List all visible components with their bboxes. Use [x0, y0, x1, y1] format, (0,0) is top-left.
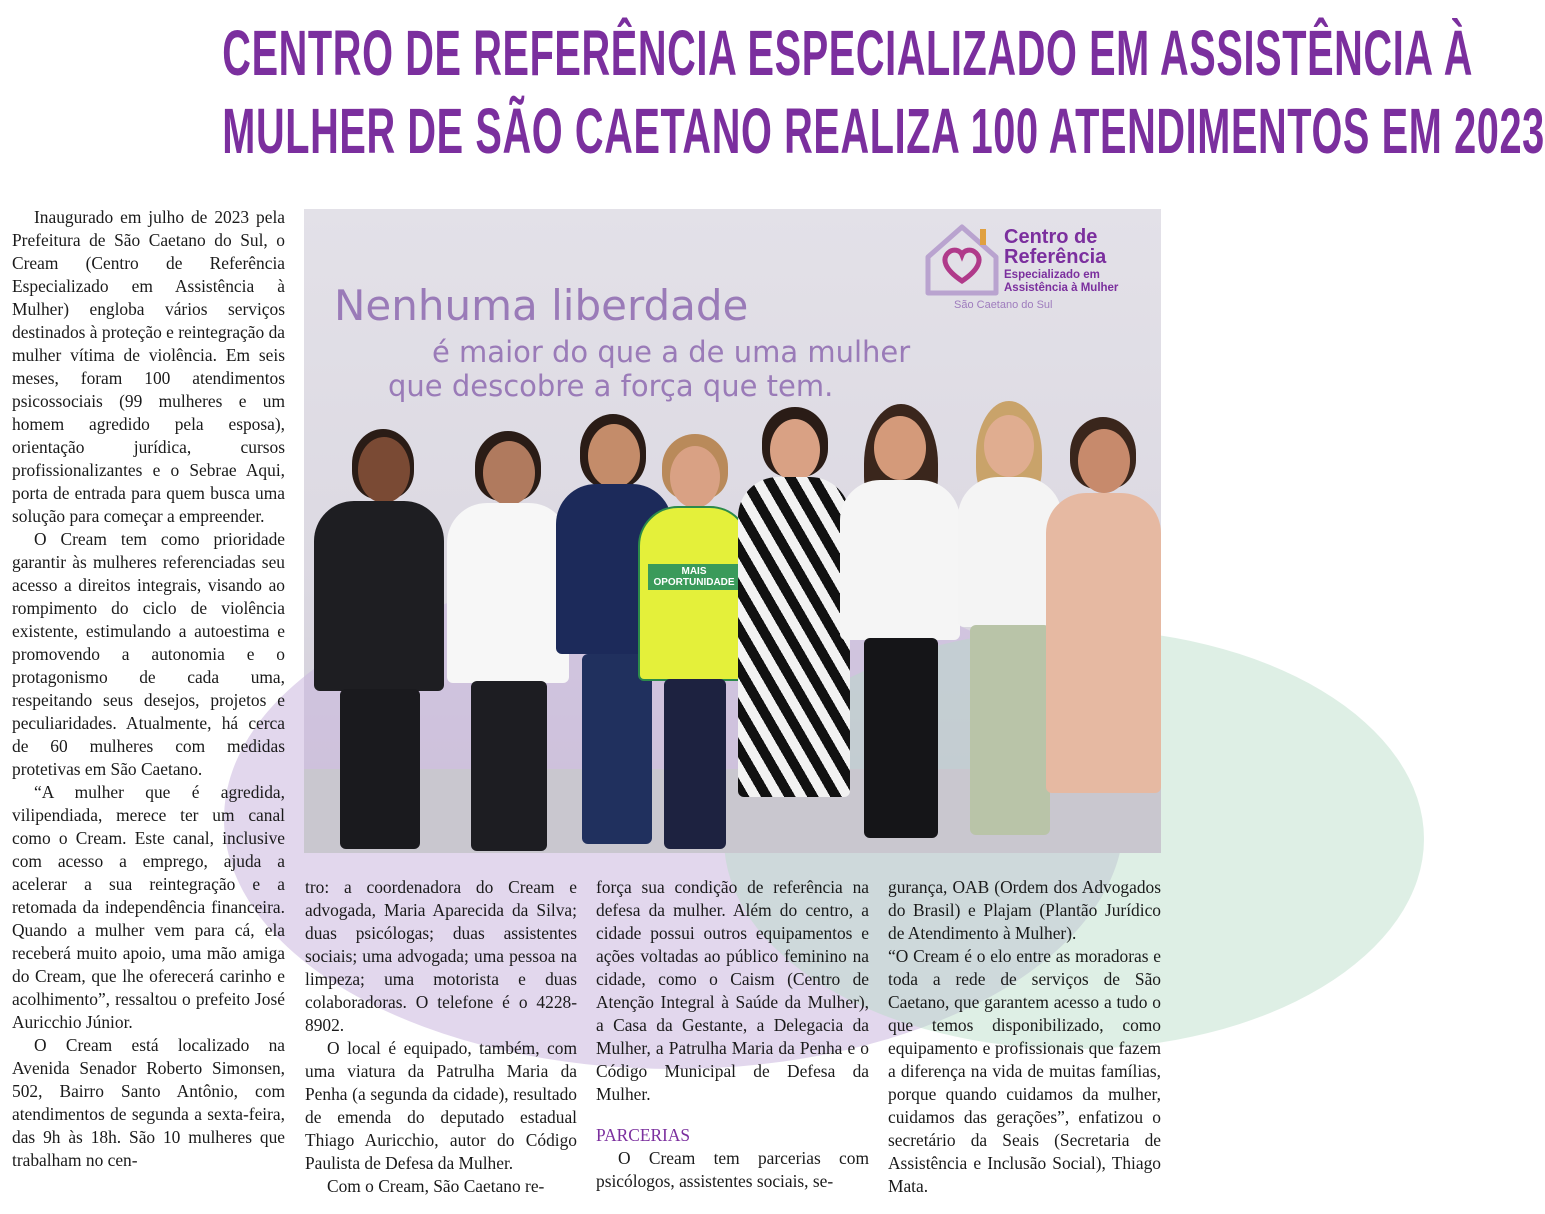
article-column-1: [12, 206, 285, 1202]
person-6: [834, 404, 964, 844]
vest-label: MAIS OPORTUNIDADE: [648, 564, 740, 590]
paragraph-partnerships-continued: gurança, OAB (Ordem dos Advogados do Brasil) e Plajam (Plantão Jurídico de Atendimento à Mulher).: [888, 877, 1161, 943]
paragraph-priority: O Cream tem como prioridade garantir às mulheres referenciadas seu acesso a direitos integrais, visando ao rompimento do ciclo de violência existente, estimulando a autoestima e promovendo a autonomia e o protagonismo de cada uma, respeitando seus desejos, projetos e peculiaridades. Atualmente, há cerca de 60 mulheres com medidas protetivas em São Caetano.: [12, 529, 285, 779]
article-column-4: [888, 876, 1161, 1198]
article-column-3: [596, 876, 869, 1193]
paragraph-equipment: O local é equipado, também, com uma viatura da Patrulha Maria da Penha (a segunda da cidade), resultado de emenda do deputado estadual Thiago Auricchio, autor do Código Paulista de Defesa da Mulher.: [305, 1038, 577, 1173]
article-column-2: [305, 876, 577, 1198]
group-photo: [304, 209, 1161, 853]
paragraph-mayor-quote: “A mulher que é agredida, vilipendiada, merece ter um canal como o Cream. Este canal, inclusive com acesso a emprego, ajuda a acelerar a sua reintegração e a retomada da independência financeira. Quando a mulher vem para cá, ela receberá muito apoio, uma mão amiga do Cream, que lhe oferecerá carinho e acolhimento”, ressaltou o prefeito José Auricchio Júnior.: [12, 782, 285, 1032]
person-1: [304, 429, 444, 849]
paragraph-location: O Cream está localizado na Avenida Senador Roberto Simonsen, 502, Bairro Santo Antônio, com atendimentos de segunda a sexta-feira, das 9h às 18h. São 10 mulheres que trabalham no cen-: [12, 1035, 285, 1170]
cream-logo: [922, 217, 1152, 317]
wall-quote-line-1: Nenhuma liberdade: [334, 281, 749, 330]
person-2: [439, 431, 569, 851]
logo-title: Centro de Referência: [1004, 226, 1107, 268]
paragraph-intro: Inaugurado em julho de 2023 pela Prefeitura de São Caetano do Sul, o Cream (Centro de Referência Especializado em Assistência à Mulher) engloba vários serviços destinados à proteção e reintegração da mulher vítima de violência. Em seis meses, foram 100 atendimentos psicossociais (99 mulheres e um homem agredido pela esposa), orientação jurídica, cursos profissionalizantes e o Sebrae Aqui, porta de entrada para quem busca uma solução para começar a empreender.: [12, 207, 285, 526]
paragraph-reference-continued: força sua condição de referência na defesa da mulher. Além do centro, a cidade possui outros equipamentos e ações voltadas ao público feminino na cidade, como o Caism (Centro de Atenção Integral à Saúde da Mulher), a Casa da Gestante, a Delegacia da Mulher, a Patrulha Maria da Penha e o Código Municipal de Defesa da Mulher.: [596, 877, 869, 1104]
wall-quote-line-2: é maior do que a de uma mulher: [432, 335, 911, 369]
paragraph-partnerships: O Cream tem parcerias com psicólogos, assistentes sociais, se-: [596, 1148, 869, 1191]
house-heart-icon: [922, 219, 1002, 299]
headline: [222, 14, 1545, 170]
headline-line-2: MULHER DE SÃO CAETANO REALIZA 100 ATENDIMENTOS EM 2023: [222, 95, 1545, 167]
subhead-parcerias: PARCERIAS: [596, 1125, 691, 1145]
logo-subtitle: Especializado em Assistência à Mulher: [1004, 269, 1119, 294]
wall-quote-line-3: que descobre a força que tem.: [388, 369, 834, 403]
paragraph-secretary-quote: “O Cream é o elo entre as moradoras e toda a rede de serviços de São Caetano, que garantem acesso a tudo o que temos disponibilizado, como equipamento e profissionais que fazem a diferença na vida de muitas famílias, porque quando cuidamos da mulher, cuidamos das gerações”, enfatizou o secretário da Seais (Secretaria de Assistência e Inclusão Social), Thiago Mata.: [888, 946, 1161, 1196]
headline-line-1: CENTRO DE REFERÊNCIA ESPECIALIZADO EM ASSISTÊNCIA À: [222, 17, 1474, 89]
paragraph-location-continued: tro: a coordenadora do Cream e advogada, Maria Aparecida da Silva; duas psicólogas; duas assistentes sociais; uma advogada; uma pessoa na limpeza; uma motorista e duas colaboradoras. O telefone é o 4228-8902.: [305, 877, 577, 1035]
logo-city: São Caetano do Sul: [954, 299, 1053, 311]
person-8: [1044, 417, 1161, 852]
paragraph-reference: Com o Cream, São Caetano re-: [327, 1176, 545, 1196]
